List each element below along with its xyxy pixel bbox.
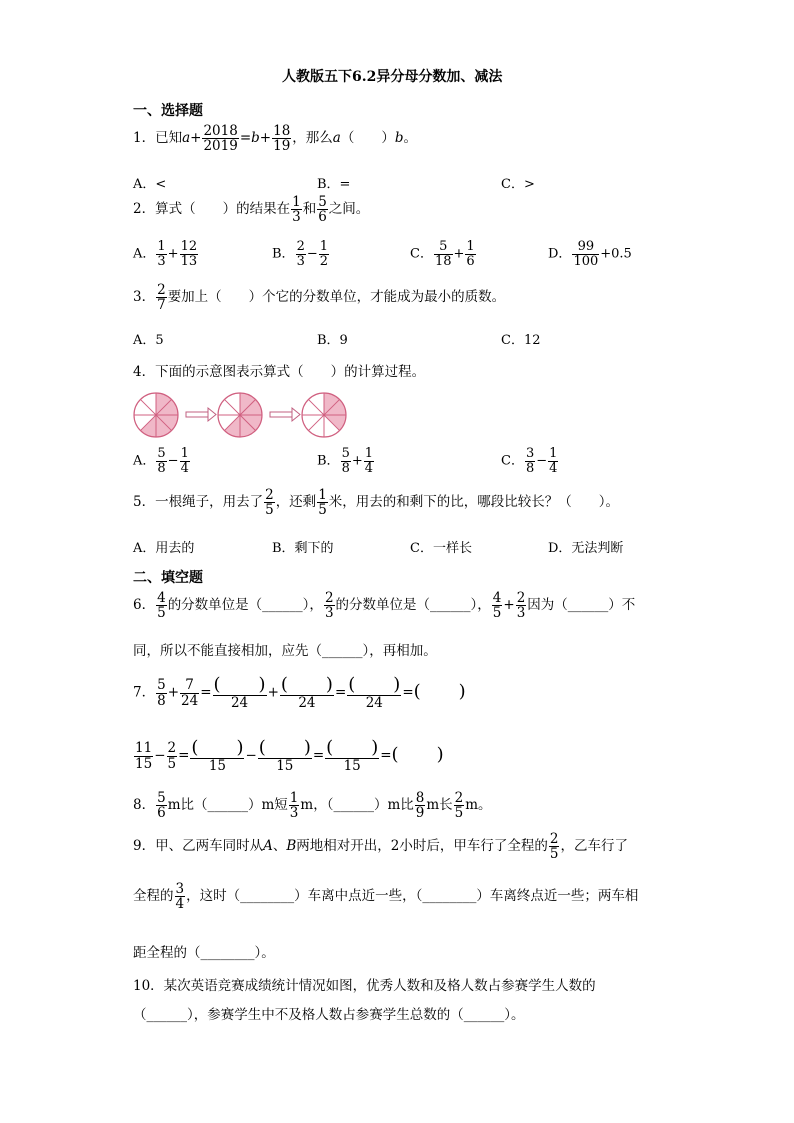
- question-6-line-2: 同，所以不能直接相加，应先（______），再相加。: [133, 643, 437, 659]
- q5-option-b[interactable]: B．剩下的: [272, 541, 334, 556]
- question-7-row-2: $\frac{11}{15}$ − $\frac{2}{5}$ = ( ) 15 − ( ) 15 = ( ) 15 =( ): [135, 737, 444, 774]
- q3-option-c[interactable]: C．12: [501, 333, 541, 348]
- question-10: 10．某次英语竞赛成绩统计情况如图，优秀人数和及格人数占参赛学生人数的: [133, 978, 596, 994]
- q1-option-b[interactable]: B．=: [317, 177, 351, 192]
- q2-option-b[interactable]: B． $\frac{2}{3}$ − $\frac{1}{2}$: [272, 239, 329, 269]
- arrow-2: [270, 408, 300, 421]
- pie-circle-3: [302, 393, 346, 437]
- q1-option-c[interactable]: C．>: [501, 177, 535, 192]
- question-1: 1．已知a+ $\frac{2018}{2019}$ =b+ $\frac{18}{19}$ ，那么a（ ）b。: [133, 123, 418, 155]
- page-title: 人教版五下6.2异分母分数加、减法: [282, 69, 503, 85]
- pie-circle-1: [134, 393, 178, 437]
- question-10-line-2: （______），参赛学生中不及格人数占参赛学生总数的（______）。: [133, 1007, 525, 1023]
- q1-option-a[interactable]: A．<: [133, 177, 167, 192]
- q4-option-b[interactable]: B． $\frac{5}{8}$ + $\frac{1}{4}$: [317, 446, 374, 476]
- section-choice-heading: 一、选择题: [133, 103, 203, 119]
- q5-option-a[interactable]: A．用去的: [133, 541, 195, 556]
- q2-option-c[interactable]: C． $\frac{5}{18}$ + $\frac{1}{6}$: [410, 239, 475, 269]
- q2-option-d[interactable]: D． $\frac{99}{100}$ +0.5: [548, 239, 632, 269]
- q4-fraction-diagram: [132, 391, 352, 439]
- q4-option-c[interactable]: C． $\frac{3}{8}$ − $\frac{1}{4}$: [501, 446, 558, 476]
- question-9-line-3: 距全程的（________）。: [133, 945, 275, 961]
- arrow-1: [186, 408, 216, 421]
- section-fill-heading: 二、填空题: [133, 570, 203, 586]
- question-8: 8． $\frac{5}{6}$ m比（______）m短 $\frac{1}{3}$ m，（______）m比 $\frac{8}{9}$ m长 $\frac{2}{5}$ m。: [133, 790, 492, 822]
- q3-option-b[interactable]: B．9: [317, 333, 348, 348]
- question-4: 4．下面的示意图表示算式（ ）的计算过程。: [133, 364, 426, 380]
- pie-circle-2: [218, 393, 262, 437]
- question-6: 6． $\frac{4}{5}$ 的分数单位是（______）， $\frac{2}{3}$ 的分数单位是（______）， $\frac{4}{5}$ + $\frac{2}{3}$ 因为（______）不: [133, 590, 636, 622]
- q4-option-a[interactable]: A． $\frac{5}{8}$ − $\frac{1}{4}$: [133, 446, 189, 476]
- question-9-line-2: 全程的 $\frac{3}{4}$ ，这时（________）车离中点近一些，（________）车离终点近一些；两车相: [133, 881, 639, 913]
- question-9: 9．甲、乙两车同时从A、B两地相对开出，2小时后，甲车行了全程的 $\frac{2}{5}$ ，乙车行了: [133, 831, 628, 863]
- question-2: 2．算式（ ）的结果在 $\frac{1}{3}$ 和 $\frac{5}{6}$ 之间。: [133, 194, 370, 226]
- q2-option-a[interactable]: A． $\frac{1}{3}$ + $\frac{12}{13}$: [133, 239, 198, 269]
- question-3: 3． $\frac{2}{7}$ 要加上（ ）个它的分数单位，才能成为最小的质数。: [133, 282, 506, 314]
- q5-option-c[interactable]: C．一样长: [410, 541, 472, 556]
- question-7-row-1: 7． $\frac{5}{8}$ + $\frac{7}{24}$ = ( ) 24 + ( ) 24 = ( ) 24 =( ): [133, 674, 466, 711]
- q5-option-d[interactable]: D．无法判断: [548, 541, 624, 556]
- question-5: 5．一根绳子，用去了 $\frac{2}{5}$ ，还剩 $\frac{1}{5}$ 米，用去的和剩下的比，哪段比较长？（ ）。: [133, 487, 620, 519]
- q3-option-a[interactable]: A．5: [133, 333, 164, 348]
